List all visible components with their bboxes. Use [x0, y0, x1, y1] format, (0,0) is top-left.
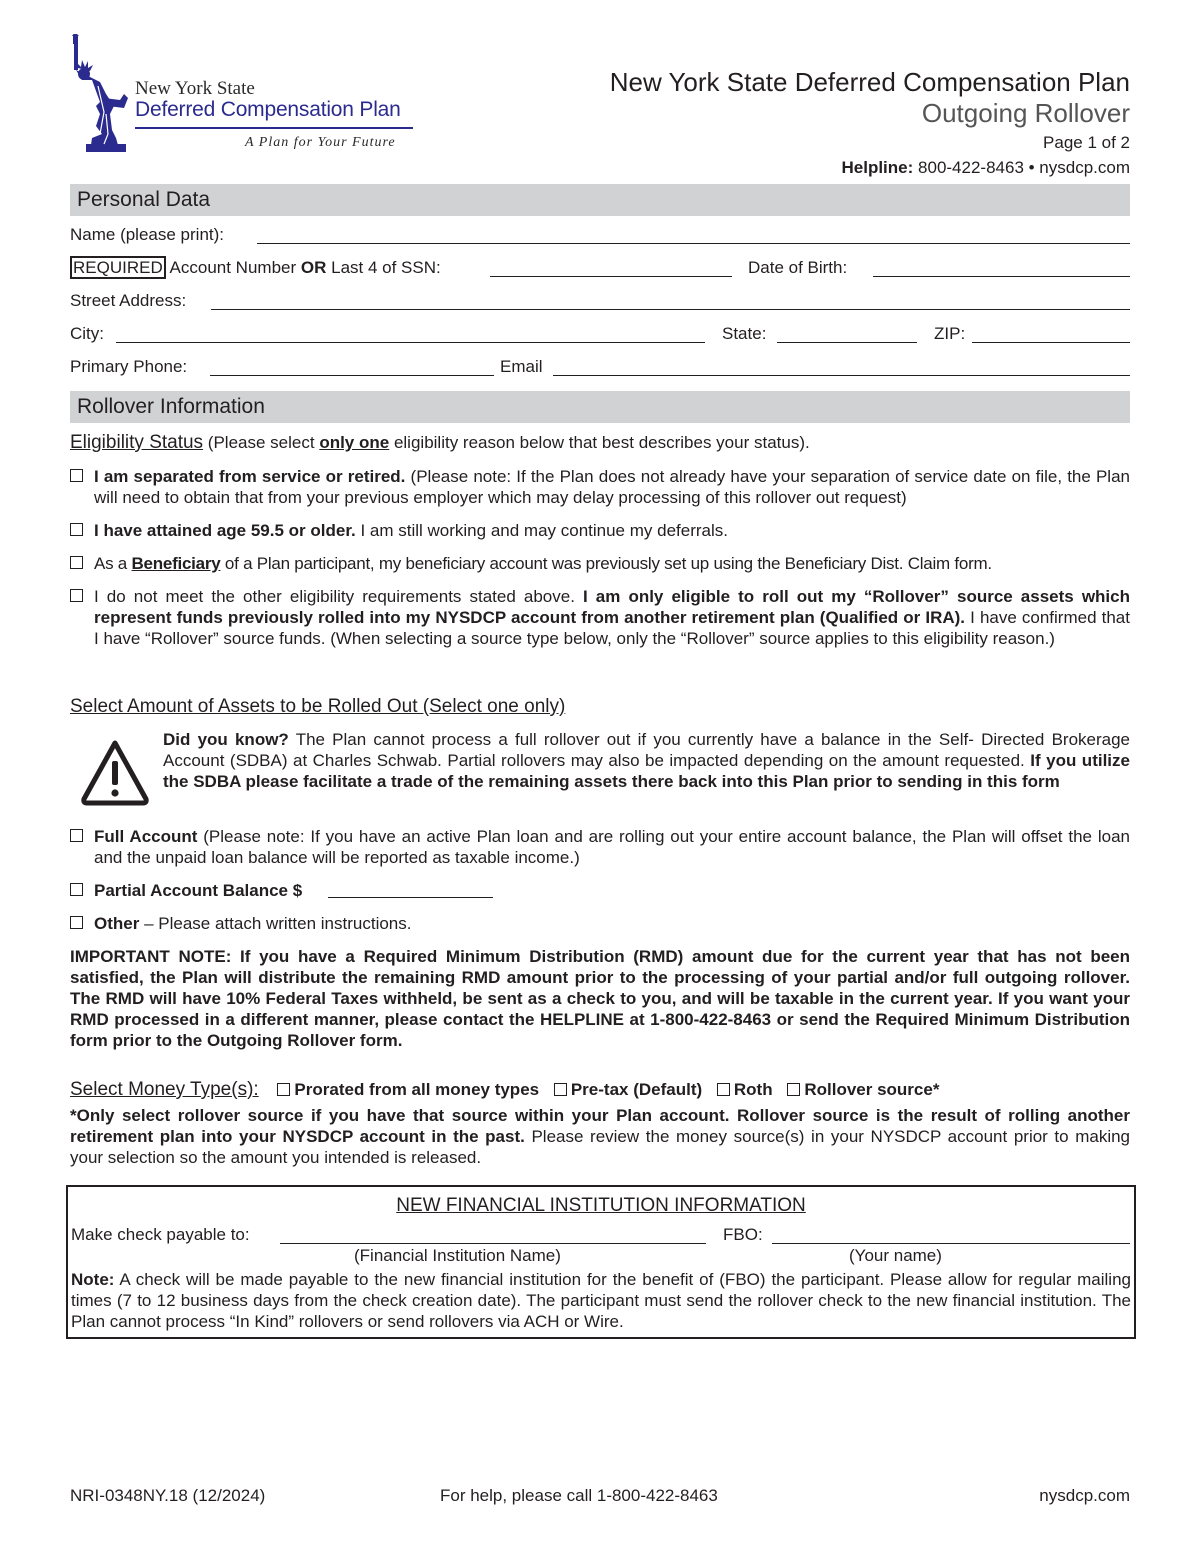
state-label: State:: [722, 324, 767, 343]
logo-rule: [135, 127, 413, 129]
beneficiary-bold: Beneficiary: [131, 554, 221, 573]
section-rollover-information: Rollover Information: [70, 391, 1130, 423]
roth-label: Roth: [733, 1080, 773, 1099]
important-note-text: IMPORTANT NOTE: If you have a Required Minimum Distribution (RMD) amount due for the current year that has not been satisfied, the Plan will distribute the remaining RMD amount prior to the processing of your partial and/or full outgoing rollover. The RMD will have 10% Federal Taxes withheld, be sent as a check to you, and will be taxable in the current year. If you want your RMD processed in a different manner, please contact the HELPLINE at 1-800-422-8463 or send the Required Minimum Distribution form prior to the Outgoing Rollover form.: [70, 947, 1130, 1050]
warning-icon: [80, 737, 150, 807]
dyk-bold2: If you utilize the SDBA please facilitate a trade of the remaining assets there back into this Plan prior to sending in this form: [163, 751, 1130, 791]
rollover-source-label: Rollover source*: [804, 1080, 940, 1099]
beneficiary-text: [94, 553, 1130, 574]
street-input-line[interactable]: [211, 309, 1130, 310]
full-account-bold: Full Account: [94, 827, 198, 846]
zip-label: ZIP:: [934, 324, 966, 343]
financial-institution-box: [66, 1185, 1136, 1339]
did-you-know: [163, 729, 1130, 792]
account-label: [70, 257, 441, 279]
payable-label: Make check payable to:: [71, 1225, 250, 1244]
logo-line2: Deferred Compensation Plan: [135, 98, 401, 121]
rollover-only-text2: I have confirmed that I have “Rollover” source funds. (When selecting a source type below, only the “Rollover” source applies to this eligibility reason.): [94, 608, 1130, 648]
form-subtitle: Outgoing Rollover: [921, 98, 1130, 128]
full-account-note: (Please note: If you have an active Plan loan and are rolling out your entire account balance, the Plan will offset the loan and the unpaid loan balance will be reported as taxable income.): [94, 827, 1130, 867]
partial-balance-checkbox[interactable]: [70, 883, 83, 896]
street-row: [70, 290, 1130, 312]
plan-logo: [70, 34, 420, 154]
payable-row: [71, 1224, 1133, 1246]
email-input-line[interactable]: [553, 375, 1130, 376]
footer-site[interactable]: nysdcp.com: [1039, 1486, 1130, 1505]
fbo-label: FBO:: [723, 1225, 763, 1244]
logo-tagline: A Plan for Your Future: [245, 135, 396, 150]
money-type-heading: Select Money Type(s):: [70, 1079, 259, 1100]
city-row: [70, 323, 1130, 345]
email-label: Email: [500, 357, 543, 376]
eligibility-intro-2: eligibility reason below that best describes your status).: [393, 433, 810, 452]
helpline-label: Helpline:: [841, 158, 914, 177]
money-note-bold: *Only select rollover source if you have that source within your Plan account. Rollover source is the result of rolling another retirement plan into your NYSDCP account in the past.: [70, 1106, 1130, 1146]
phone-label: Primary Phone:: [70, 357, 188, 376]
city-input-line[interactable]: [116, 342, 705, 343]
account-label-2: Last 4 of SSN:: [331, 258, 441, 277]
other-checkbox[interactable]: [70, 916, 83, 929]
eligibility-option-separated: [70, 466, 1130, 508]
eligibility-intro: [70, 432, 1130, 454]
fbo-caption: (Your name): [849, 1246, 942, 1265]
beneficiary-pre: As a: [94, 554, 128, 573]
pretax-checkbox[interactable]: [554, 1083, 567, 1096]
rollover-only-text1: I do not meet the other eligibility requirements stated above.: [94, 587, 575, 606]
rollover-source-checkbox[interactable]: [787, 1083, 800, 1096]
age-note: I am still working and may continue my deferrals.: [360, 521, 728, 540]
money-type-row: [70, 1078, 1130, 1102]
money-note-text: Please review the money source(s) in your NYSDCP account prior to making your selection so the amount you intended is released.: [70, 1127, 1131, 1167]
rollover-only-checkbox[interactable]: [70, 589, 83, 602]
prorated-label: Prorated from all money types: [294, 1080, 540, 1099]
full-account-checkbox[interactable]: [70, 829, 83, 842]
state-input-line[interactable]: [777, 342, 917, 343]
phone-input-line[interactable]: [210, 375, 494, 376]
dyk-bold: Did you know?: [163, 730, 289, 749]
money-type-note: [70, 1105, 1130, 1168]
eligibility-option-age: [70, 520, 1130, 541]
fbo-input-line[interactable]: [772, 1243, 1130, 1244]
street-label: Street Address:: [70, 291, 187, 310]
prorated-checkbox[interactable]: [277, 1083, 290, 1096]
payable-input-line[interactable]: [280, 1243, 706, 1244]
helpline: [610, 156, 1130, 180]
beneficiary-checkbox[interactable]: [70, 556, 83, 569]
institution-note-text: A check will be made payable to the new financial institution for the benefit of (FBO) the participant. Please allow for regular mailing times (7 to 12 business days from the check creation date). The participant must send the rollover check to the new financial institution. The Plan cannot process “In Kind” rollovers or send rollovers via ACH or Wire.: [71, 1270, 1131, 1331]
pretax-label: Pre-tax (Default): [570, 1080, 703, 1099]
other-text: [94, 913, 1130, 934]
rollover-only-text: [94, 586, 1130, 649]
account-row: [70, 257, 1130, 279]
amount-option-other: [70, 913, 1130, 934]
zip-input-line[interactable]: [972, 342, 1130, 343]
institution-note-bold: Note:: [71, 1270, 115, 1289]
age-bold: I have attained age 59.5 or older.: [94, 521, 356, 540]
age-checkbox[interactable]: [70, 523, 83, 536]
eligibility-option-beneficiary: [70, 553, 1130, 574]
account-label-or: OR: [300, 258, 327, 277]
other-note: – Please attach written instructions.: [144, 914, 412, 933]
helpline-value: 800-422-8463 • nysdcp.com: [918, 158, 1130, 177]
phone-row: [70, 356, 1130, 378]
important-note: [70, 946, 1130, 1051]
full-account-text: [94, 826, 1130, 868]
statue-of-liberty-icon: [70, 34, 136, 152]
separated-note: (Please note: If the Plan does not already have your separation of service date on file, the Plan will need to obtain that from your previous employer which may delay processing of this rollover out request): [94, 467, 1130, 507]
eligibility-only-one: only one: [319, 433, 390, 452]
city-label: City:: [70, 324, 104, 343]
dob-label: Date of Birth:: [748, 258, 848, 277]
eligibility-intro-1: (Please select: [207, 433, 315, 452]
name-input-line[interactable]: [257, 243, 1130, 244]
other-bold: Other: [94, 914, 140, 933]
footer-form-id: NRI-0348NY.18 (12/2024): [70, 1486, 266, 1505]
required-tag: REQUIRED: [70, 256, 166, 279]
section-personal-data: Personal Data: [70, 184, 1130, 216]
rollover-only-bold: I am only eligible to roll out my “Rollover” source assets which represent funds previously rolled into my NYSDCP account from another retirement plan (Qualified or IRA).: [94, 587, 1130, 627]
institution-heading: NEW FINANCIAL INSTITUTION INFORMATION: [396, 1195, 806, 1216]
beneficiary-note: of a Plan participant, my beneficiary account was previously set up using the Beneficiary Dist. Claim form.: [224, 554, 992, 573]
separated-checkbox[interactable]: [70, 469, 83, 482]
form-title: New York State Deferred Compensation Plan: [609, 67, 1130, 97]
form-header: [610, 66, 1130, 180]
account-label-1: Account Number: [169, 258, 297, 277]
account-input-line[interactable]: [490, 276, 732, 277]
payable-caption: (Financial Institution Name): [354, 1246, 561, 1265]
partial-balance-input-line[interactable]: [328, 897, 493, 898]
partial-balance-bold: Partial Account Balance $: [94, 881, 303, 900]
dyk-text: The Plan cannot process a full rollover out if you currently have a balance in the Self- Directed Brokerage Account (SDBA) at Charles Schwab. Partial rollovers may also be impacted depending on the amount requested.: [163, 730, 1130, 770]
dob-input-line[interactable]: [873, 276, 1130, 277]
eligibility-option-rollover-only: [70, 586, 1130, 649]
amount-option-full: [70, 826, 1130, 868]
amount-option-partial: [70, 880, 1130, 901]
eligibility-heading: Eligibility Status: [70, 432, 204, 453]
separated-text: [94, 466, 1130, 508]
age-text: [94, 520, 1130, 541]
footer-help: For help, please call 1-800-422-8463: [440, 1486, 718, 1505]
amount-heading: Select Amount of Assets to be Rolled Out (Select one only): [70, 696, 566, 717]
page-number: Page 1 of 2: [1043, 133, 1130, 152]
institution-note: [71, 1269, 1131, 1332]
name-row: [70, 224, 1130, 246]
name-label: Name (please print):: [70, 225, 225, 244]
partial-balance-text: [94, 880, 1130, 901]
separated-bold: I am separated from service or retired.: [94, 467, 406, 486]
roth-checkbox[interactable]: [717, 1083, 730, 1096]
logo-line1: New York State: [135, 78, 255, 99]
